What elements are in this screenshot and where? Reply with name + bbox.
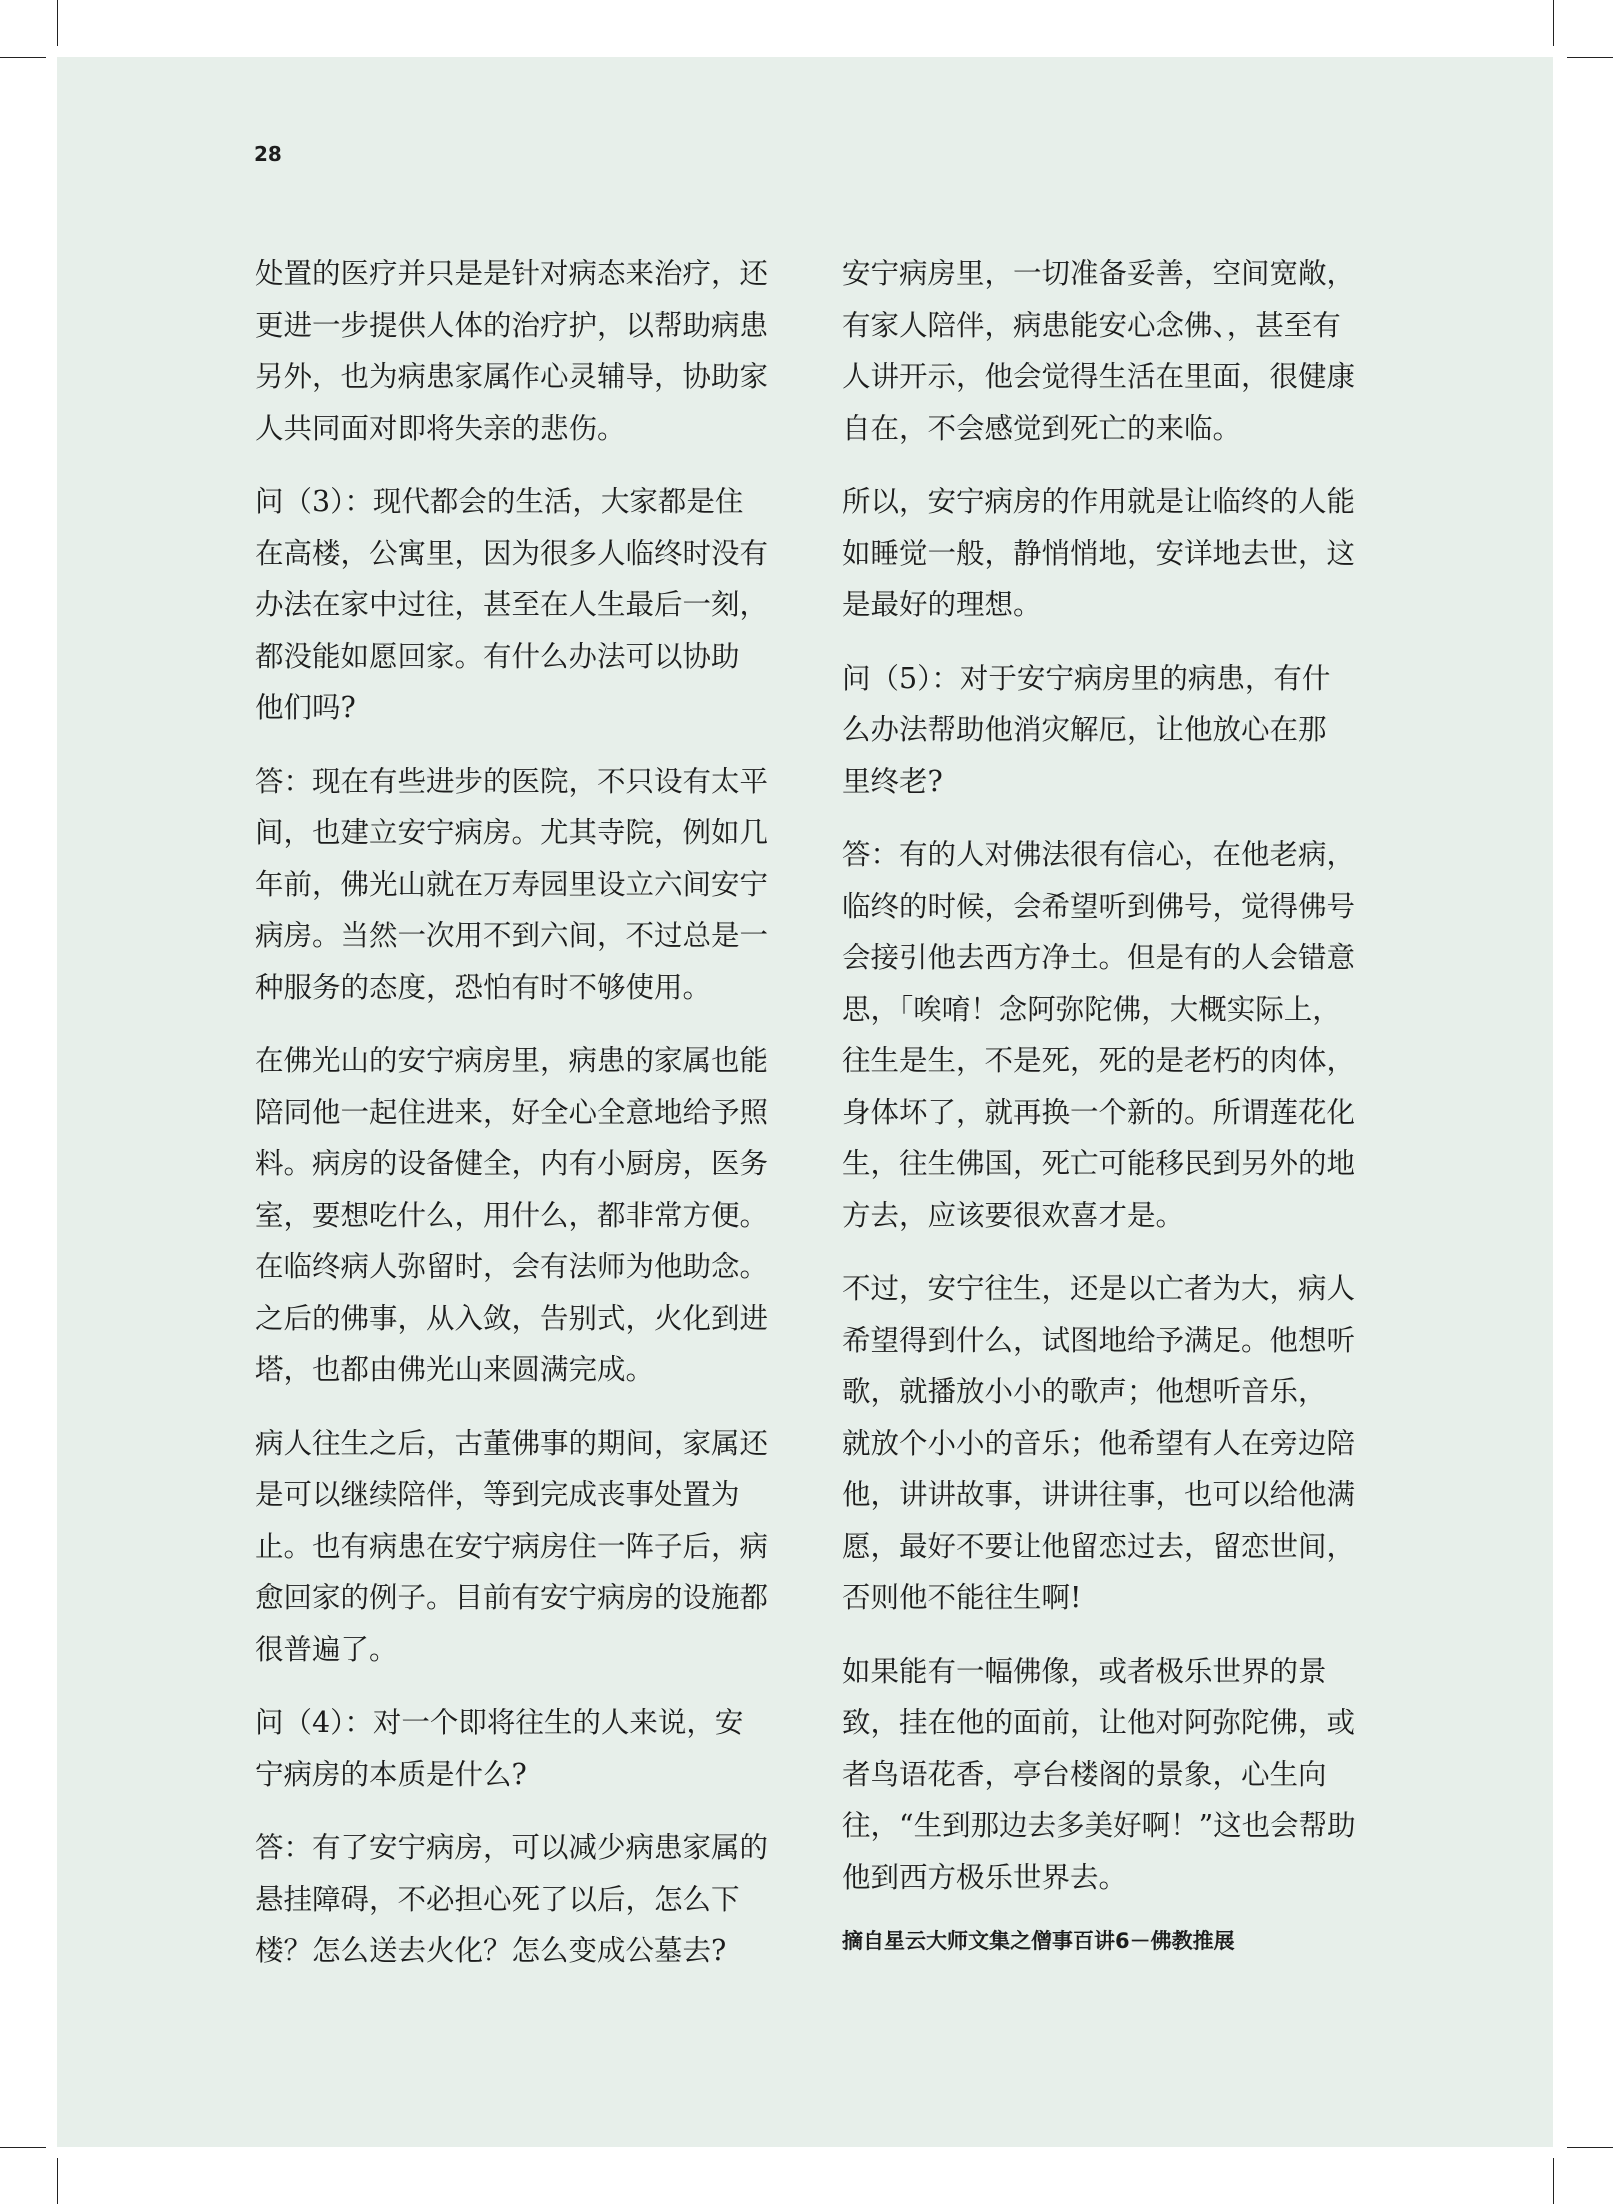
paragraph: 安宁病房里，一切准备妥善，空间宽敞， 有家人陪伴，病患能安心念佛、，甚至有 人讲开示，他会觉得生活在里面，很健康 自在，不会感觉到死亡的来临。 (842, 257, 1356, 445)
paragraph: 处置的医疗并只是是针对病态来治疗，还 更进一步提供人体的治疗护，以帮助病患 另外，也为病患家属作心灵辅导，协助家 人共同面对即将失亲的悲伤。 (255, 257, 769, 445)
answer-paragraph: 答：现在有些进步的医院，不只设有太平 间，也建立安宁病房。尤其寺院，例如几 年前，佛光山就在万寿园里设立六间安宁 病房。当然一次用不到六间，不过总是一 种服务的态度，恐怕有时不够使用。 (255, 764, 769, 1004)
crop-mark (57, 2158, 58, 2204)
crop-mark (1567, 2147, 1613, 2148)
paragraph: 病人往生之后，古董佛事的期间，家属还 是可以继续陪伴，等到完成丧事处置为 止。也有病患在安宁病房住一阵子后，病 愈回家的例子。目前有安宁病房的设施都 很普遍了。 (255, 1426, 769, 1666)
paragraph: 所以，安宁病房的作用就是让临终的人能 如睡觉一般，静悄悄地，安详地去世，这 是最好的理想。 (842, 485, 1356, 621)
answer-paragraph: 答：有的人对佛法很有信心，在他老病， 临终的时候，会希望听到佛号，觉得佛号 会接引他去西方净土。但是有的人会错意 思，「唉唷！念阿弥陀佛，大概实际上， 往生是生，不是死，死的是老朽的肉体， 身体坏了，就再换一个新的。所谓莲花化 生，往生佛国，死亡可能移民到另外的地 方去，应该要很欢喜才是。 (842, 838, 1356, 1232)
question-paragraph: 问（5）：对于安宁病房里的病患，有什 么办法帮助他消灾解厄，让他放心在那 里终老? (842, 661, 1331, 798)
question-paragraph: 问（3）：现代都会的生活，大家都是住 在高楼，公寓里，因为很多人临终时没有 办法在家中过往，甚至在人生最后一刻， 都没能如愿回家。有什么办法可以协助 他们吗? (255, 485, 769, 724)
paragraph: 不过，安宁往生，还是以亡者为大，病人 希望得到什么，试图地给予满足。他想听 歌，就播放小小的歌声；他想听音乐， 就放个小小的音乐；他希望有人在旁边陪 他，讲讲故事，讲讲往事，也可以给他满 愿，最好不要让他留恋过去，留恋世间， 否则他不能往生啊! (842, 1272, 1356, 1614)
source-citation: 摘自星云大师文集之僧事百讲6－佛教推展 (842, 1929, 1235, 1953)
crop-mark (0, 57, 46, 58)
crop-mark (0, 2147, 46, 2148)
answer-paragraph: 答：有了安宁病房，可以减少病患家属的 悬挂障碍，不必担心死了以后，怎么下 楼？怎么送去火化？怎么变成公墓去? (255, 1831, 769, 1967)
paragraph: 如果能有一幅佛像，或者极乐世界的景 致，挂在他的面前，让他对阿弥陀佛，或 者鸟语花香，亭台楼阁的景象，心生向 往，“生到那边去多美好啊！”这也会帮助 他到西方极乐世界去。 (842, 1654, 1356, 1894)
question-paragraph: 问（4）：对一个即将往生的人来说，安 宁病房的本质是什么? (255, 1706, 744, 1791)
crop-mark (57, 0, 58, 46)
page-number: 28 (254, 142, 282, 166)
crop-mark (1567, 57, 1613, 58)
crop-mark (1553, 2158, 1554, 2204)
right-column (842, 248, 1362, 1957)
paragraph: 在佛光山的安宁病房里，病患的家属也能 陪同他一起住进来，好全心全意地给予照 料。病房的设备健全，内有小厨房，医务 室，要想吃什么，用什么，都非常方便。 在临终病人弥留时，会有法师为他助念。 之后的佛事，从入敛，告别式，火化到进 塔，也都由佛光山来圆满完成。 (255, 1044, 769, 1386)
crop-mark (1553, 0, 1554, 46)
left-column (255, 248, 775, 1999)
